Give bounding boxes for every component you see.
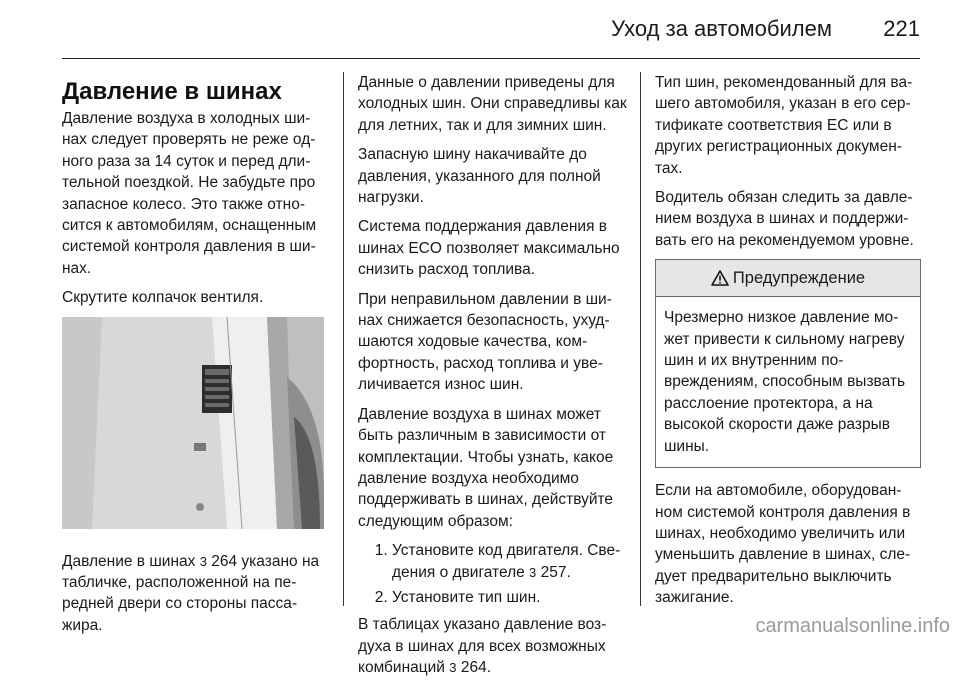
column-2 [358,72,630,687]
column-3 [655,72,921,617]
column-divider [640,72,641,606]
paragraph: Давление воздуха в шинах может быть различным в зависимости от комплектации. Чтобы узнать, какое давление воздуха необходимо поддерживать в шинах, действуйте следующим образом: [358,405,614,530]
header-rule [62,58,920,59]
paragraph: При неправильном давлении в шинах снижается безопасность, ухудшаются ходовые качества, комфортность, расход топлива и увеличивается износ шин. [358,290,612,394]
step-item: 1. Установите код двигателя. Сведения о двигателе 3 257. [392,540,630,583]
step-item: 2. Установите тип шин. [392,587,630,608]
tire-pressure-label-photo [62,317,324,529]
reference-arrow-icon: 3 [449,660,457,676]
paragraph: Водитель обязан следить за давлением воздуха в шинах и поддерживать его на рекомендуемом уровне. [655,189,914,249]
paragraph: Давление воздуха в холодных шинах следует проверять не реже одного раза за 14 суток и перед длительной поездкой. Не забудьте про запасное колесо. Это также относится к автомобилям, оснащенным системой контроля давления в шинах. [62,110,317,277]
warning-box [655,259,921,468]
reference-arrow-icon: 3 [199,553,207,569]
paragraph: Данные о давлении приведены для холодных шин. Они справедливы как для летних, так и для зимних шин. [358,74,627,134]
page-reference[interactable]: 264. [460,659,491,677]
paragraph: В таблицах указано давление воздуха в шинах для всех возможных комбинаций 3 264. [358,616,607,677]
warning-triangle-icon [711,270,729,286]
warning-header [656,260,920,297]
label-location-text: Давление в шинах 3 264 указано на табличке, расположенной на передней двери со стороны пассажира. [62,552,320,634]
paragraph: Если на автомобиле, оборудованном системой контроля давления в шинах, необходимо увеличить или уменьшить давление в шинах, следует предварительно выключить зажигание. [655,482,911,607]
warning-text: Чрезмерно низкое давление может привести к сильному нагреву шин и их внутренним повреждениям, способным вызвать расслоение протектора, а на высокой скорости даже разрыв шины. [664,309,906,455]
reference-arrow-icon: 3 [529,564,537,580]
page-reference[interactable]: 257. [540,563,571,581]
page-reference[interactable]: 264 [211,552,238,570]
warning-title: Предупреждение [732,268,866,287]
paragraph: Скрутите колпачок вентиля. [62,289,264,307]
column-divider [343,72,344,606]
section-heading: Давление в шинах [62,78,282,105]
page-header [0,0,960,68]
section-title: Уход за автомобилем [611,16,832,41]
paragraph: Система поддержания давления в шинах ECO позволяет максимально снизить расход топлива. [358,218,620,279]
page-number: 221 [883,16,920,41]
watermark: carmanualsonline.info [755,615,950,637]
paragraph: Запасную шину накачивайте до давления, указанного для полной нагрузки. [358,146,601,207]
column-1 [62,72,328,644]
steps-list [358,540,630,608]
paragraph: Тип шин, рекомендованный для вашего автомобиля, указан в его сертификате соответствия ЕС или в других регистрационных документах. [655,74,913,177]
